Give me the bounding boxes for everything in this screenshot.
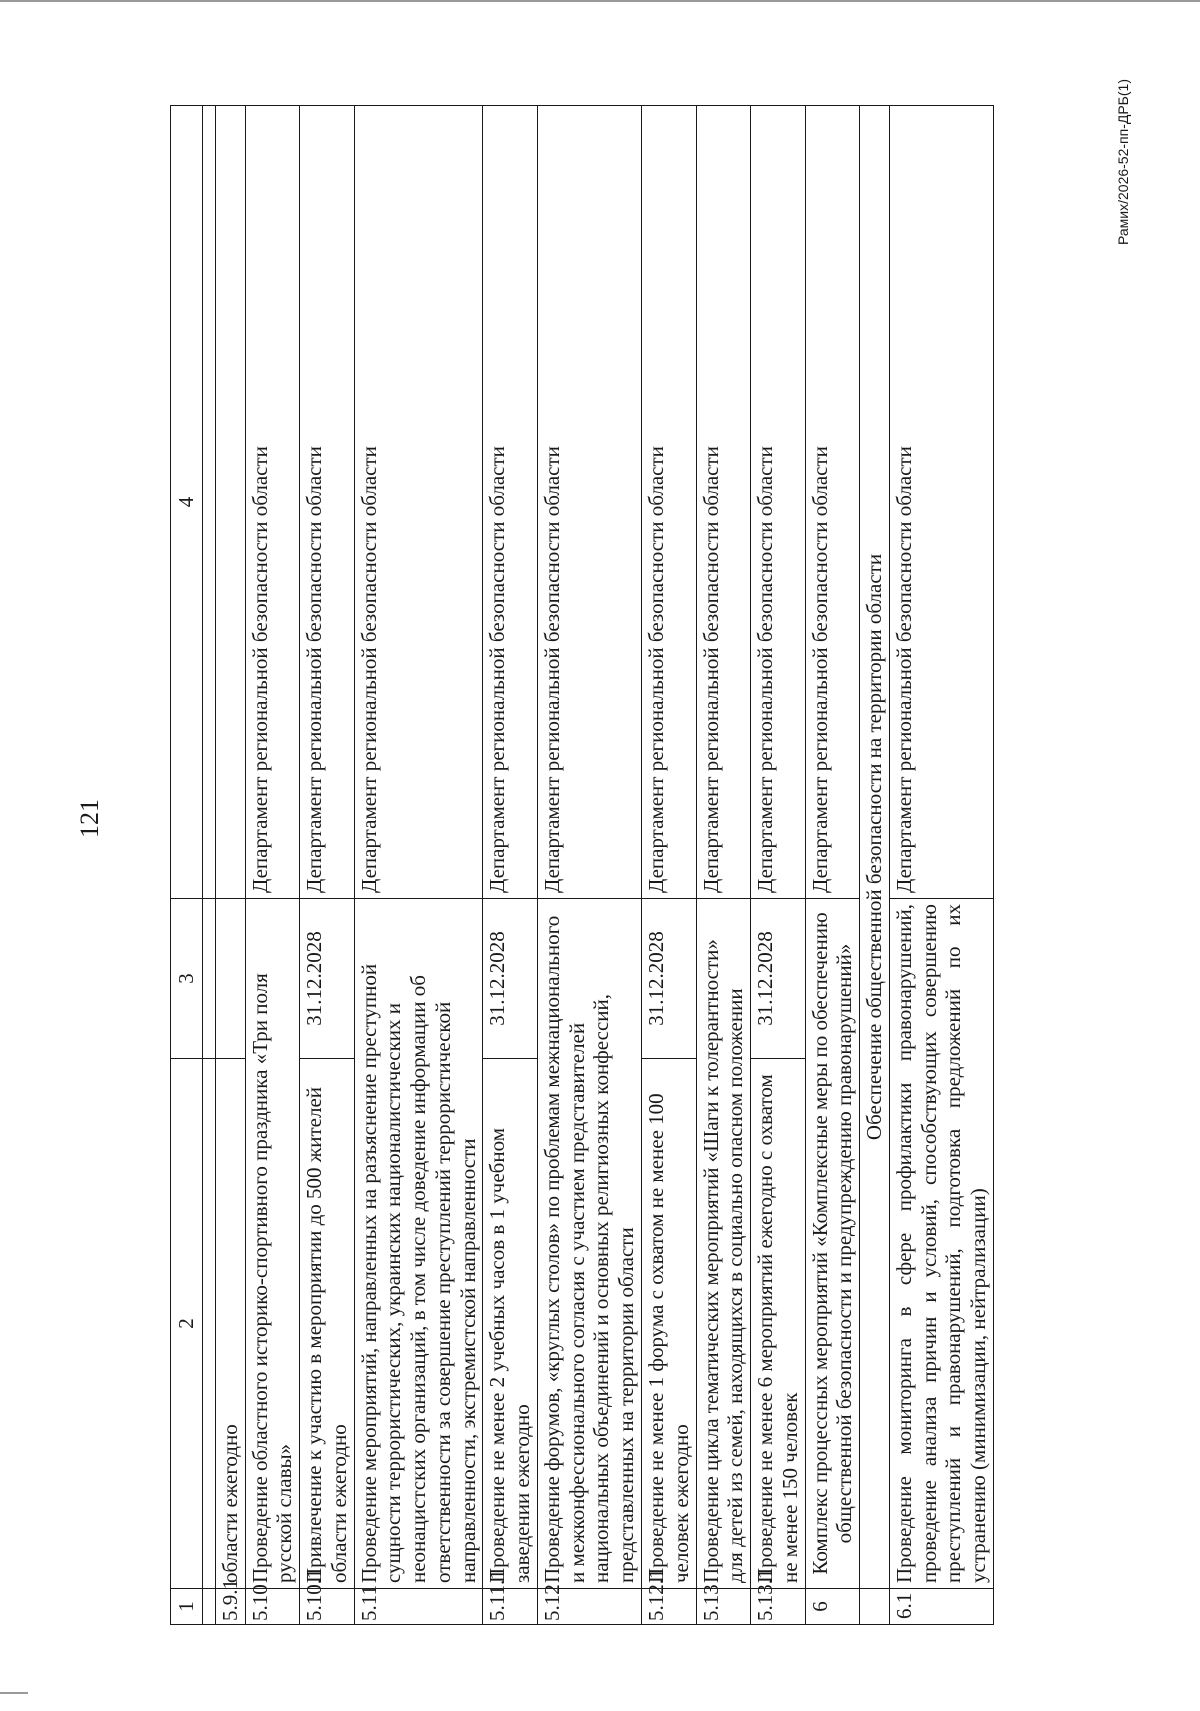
row-deadline: 31.12.2028 — [751, 899, 806, 1059]
table-container — [170, 105, 1110, 1625]
row-executor: Департамент региональной безопасности области — [354, 106, 483, 899]
row-executor: Департамент региональной безопасности области — [300, 106, 355, 899]
row-description: Проведение областного историко-спортивного праздника «Три поля русской славы» — [245, 899, 300, 1589]
row-description: Проведение не менее 1 форума с охватом не менее 100 человек ежегодно — [642, 1059, 697, 1589]
section-title: Обеспечение общественной безопасности на территории области — [860, 106, 890, 1589]
table-row — [751, 106, 806, 1625]
row-number: 6 — [805, 1589, 860, 1625]
document-code: Рамих/2026-52-пп-ДРБ(1) — [1115, 79, 1131, 245]
row-deadline — [215, 899, 245, 1059]
table-row — [537, 106, 641, 1625]
row-executor: Департамент региональной безопасности области — [696, 106, 751, 899]
row-description: Комплекс процессных мероприятий «Комплексные меры по обеспечению общественной безопасности и предупреждению правонарушений» — [805, 899, 860, 1589]
table-row — [245, 106, 300, 1625]
table-row — [215, 106, 245, 1625]
row-executor: Департамент региональной безопасности области — [889, 106, 993, 899]
table-row — [300, 106, 355, 1625]
row-description: Проведение цикла тематических мероприятий «Шаги к толерантности» для детей из семей, находящихся в социально опасном положении — [696, 899, 751, 1589]
row-executor: Департамент региональной безопасности области — [805, 106, 860, 899]
row-description: области ежегодно — [215, 1059, 245, 1589]
row-description: Проведение не менее 6 мероприятий ежегодно с охватом не менее 150 человек — [751, 1059, 806, 1589]
table-row — [805, 106, 860, 1625]
scan-edge-left — [0, 1692, 28, 1694]
row-description: Проведение мониторинга в сфере профилактики правонарушений, проведение анализа причин и условий, способствующих совершению преступлений и правонарушений, подготовка предложений по их устранению (минимизации, нейтрализации) — [889, 899, 993, 1589]
row-number: 5.11 — [354, 1589, 483, 1625]
row-deadline: 31.12.2028 — [642, 899, 697, 1059]
header-col-4: 4 — [171, 106, 203, 899]
section-title-row — [860, 106, 890, 1625]
spacer-row — [202, 106, 215, 1625]
header-row — [171, 106, 203, 1625]
row-number: 5.11.1 — [483, 1589, 538, 1625]
row-deadline: 31.12.2028 — [483, 899, 538, 1059]
row-executor: Департамент региональной безопасности области — [245, 106, 300, 899]
row-description: Проведение форумов, «круглых столов» по проблемам межнационального и межконфессионального согласия с участием представителей национальных объединений и основных религиозных конфессий, представленных на территории области — [537, 899, 641, 1589]
row-executor — [215, 106, 245, 899]
row-number: 5.9.1 — [215, 1589, 245, 1625]
table-body — [215, 106, 993, 1625]
scan-edge-top — [0, 0, 1200, 2]
table-row — [696, 106, 751, 1625]
header-col-2: 2 — [171, 1059, 203, 1589]
row-deadline: 31.12.2028 — [300, 899, 355, 1059]
row-description: Привлечение к участию в мероприятии до 500 жителей области ежегодно — [300, 1059, 355, 1589]
table-row — [642, 106, 697, 1625]
row-number: 5.10.1 — [300, 1589, 355, 1625]
table-row — [889, 106, 993, 1625]
row-number: 5.12.1 — [642, 1589, 697, 1625]
row-number: 5.13.1 — [751, 1589, 806, 1625]
row-number: 5.13 — [696, 1589, 751, 1625]
row-number: 6.1 — [889, 1589, 993, 1625]
row-number: 5.10 — [245, 1589, 300, 1625]
table-row — [483, 106, 538, 1625]
row-description: Проведение мероприятий, направленных на разъяснение преступной сущности террористических, украинских националистических и неонацистских организаций, в том числе доведение информации об ответственности за совершение преступлений террористической направленности, экстремистской направленности — [354, 899, 483, 1589]
page-number: 121 — [75, 799, 104, 838]
table-row — [354, 106, 483, 1625]
row-executor: Департамент региональной безопасности области — [483, 106, 538, 899]
row-executor: Департамент региональной безопасности области — [642, 106, 697, 899]
row-number: 5.12 — [537, 1589, 641, 1625]
header-col-3: 3 — [171, 899, 203, 1059]
measures-table — [170, 105, 994, 1625]
row-executor: Департамент региональной безопасности области — [537, 106, 641, 899]
row-executor: Департамент региональной безопасности области — [751, 106, 806, 899]
row-description: Проведение не менее 2 учебных часов в 1 учебном заведении ежегодно — [483, 1059, 538, 1589]
header-col-1: 1 — [171, 1589, 203, 1625]
